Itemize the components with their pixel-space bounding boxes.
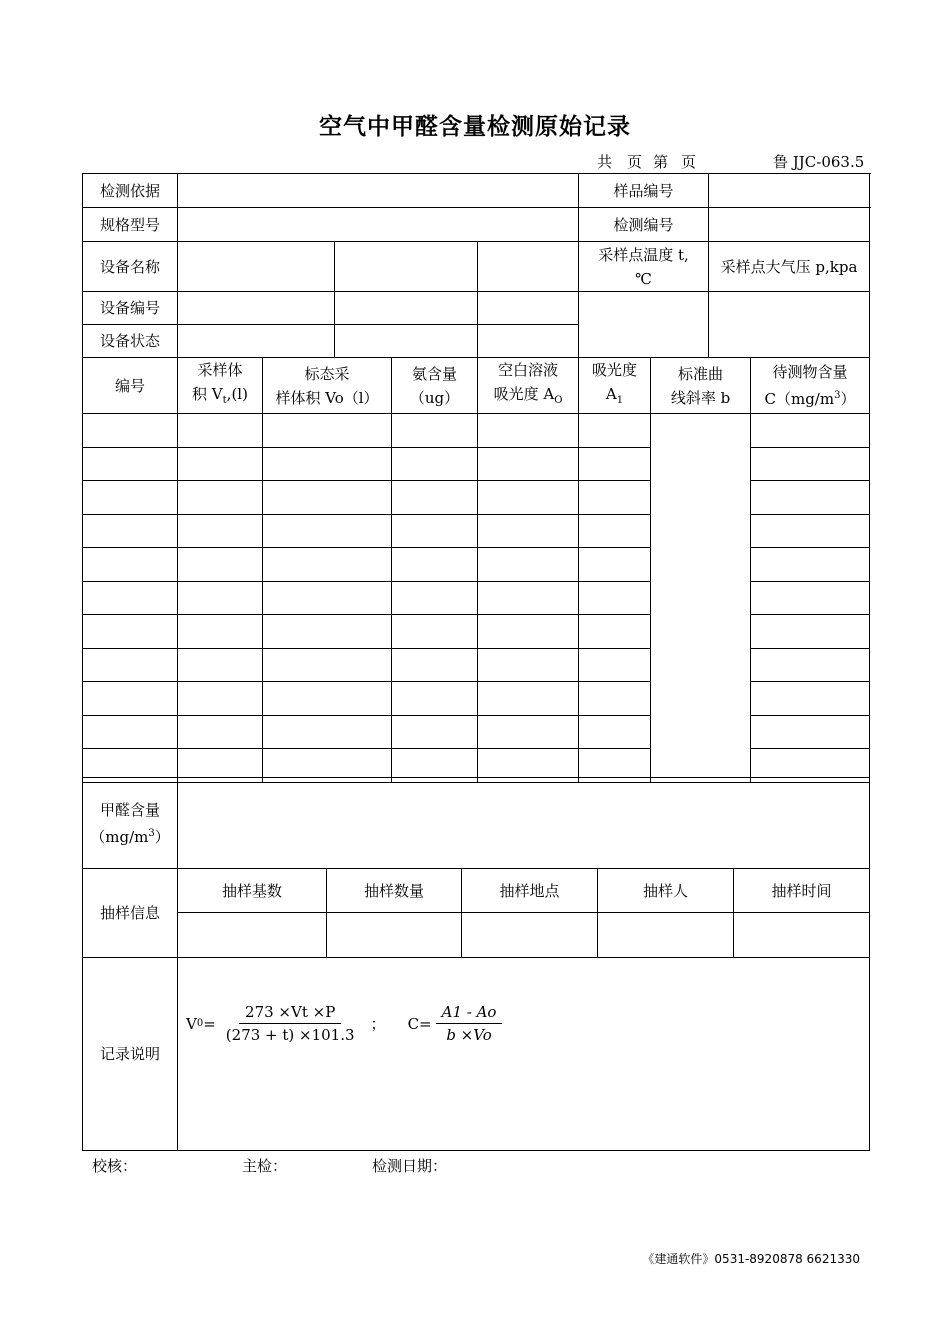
device-name-label: 设备名称 — [83, 242, 178, 292]
sampling-header-quantity: 抽样数量 — [327, 869, 462, 913]
col7-line2: 线斜率 b — [670, 388, 731, 407]
v0-eq: = — [203, 1014, 216, 1033]
table-row — [83, 648, 870, 682]
header-info-table — [82, 173, 870, 358]
col4-line1: 氨含量 — [411, 364, 457, 383]
col8-close: ） — [840, 390, 856, 408]
table-cell[interactable] — [263, 514, 392, 548]
form-code: 鲁 JJC-063.5 — [773, 153, 865, 171]
table-cell[interactable] — [579, 648, 651, 682]
table-cell[interactable] — [83, 648, 178, 682]
col2-unit: ,(l) — [226, 385, 248, 403]
device-no-value-2[interactable] — [335, 292, 478, 325]
table-cell[interactable] — [392, 481, 478, 515]
col-id-header: 编号 — [83, 358, 178, 414]
col8-sup: 3 — [834, 390, 841, 401]
slope-merged-cell[interactable] — [651, 414, 751, 783]
temp-header — [579, 242, 709, 292]
table-cell[interactable] — [478, 414, 579, 448]
sampling-header-time: 抽样时间 — [734, 869, 870, 913]
sampling-person-value[interactable] — [598, 913, 734, 958]
col2-line2 — [178, 382, 262, 413]
col6-sub: 1 — [616, 395, 624, 406]
table-cell[interactable] — [751, 615, 870, 649]
sampling-quantity-value[interactable] — [327, 913, 462, 958]
c-fraction — [436, 1003, 503, 1044]
col2-sub: t — [222, 395, 227, 406]
table-cell[interactable] — [392, 682, 478, 716]
table-cell[interactable] — [178, 648, 263, 682]
device-name-value-3[interactable] — [478, 242, 579, 292]
table-row — [83, 514, 870, 548]
table-cell[interactable] — [478, 447, 579, 481]
test-no-value[interactable] — [709, 208, 870, 242]
footer-test-date: 检测日期： — [372, 1157, 448, 1175]
table-cell[interactable] — [579, 514, 651, 548]
table-cell[interactable] — [478, 514, 579, 548]
table-cell[interactable] — [263, 648, 392, 682]
c-lhs: C= — [407, 1014, 432, 1033]
col3-line1: 标态采 — [304, 364, 350, 383]
table-cell[interactable] — [751, 447, 870, 481]
table-cell[interactable] — [579, 414, 651, 448]
sampling-header-location: 抽样地点 — [462, 869, 598, 913]
table-cell[interactable] — [579, 481, 651, 515]
table-cell[interactable] — [392, 514, 478, 548]
table-cell[interactable] — [392, 581, 478, 615]
basis-label: 检测依据 — [83, 174, 178, 208]
col-content-header — [392, 358, 478, 414]
col8-main: C（mg/m — [764, 390, 835, 408]
sample-no-label: 样品编号 — [579, 174, 709, 208]
c-denominator: b ×Vo — [446, 1026, 492, 1044]
table-cell[interactable] — [579, 682, 651, 716]
notes-area[interactable] — [178, 958, 870, 1151]
table-cell[interactable] — [83, 682, 178, 716]
table-cell[interactable] — [83, 514, 178, 548]
formaldehyde-line1: 甲醛含量 — [99, 800, 160, 819]
col-absorbance-header — [579, 358, 651, 414]
formaldehyde-label — [83, 778, 178, 869]
table-cell[interactable] — [83, 581, 178, 615]
measurement-table — [82, 357, 870, 783]
temp-value[interactable] — [579, 292, 709, 358]
table-cell[interactable] — [83, 615, 178, 649]
formula-separator: ； — [370, 1015, 386, 1033]
col5-line2 — [478, 382, 578, 413]
temp-unit: ℃ — [635, 269, 652, 288]
v0-fraction — [220, 1003, 361, 1044]
table-cell[interactable] — [178, 447, 263, 481]
formula-block — [186, 1003, 506, 1044]
formaldehyde-close: ） — [154, 827, 170, 846]
col-blank-absorbance-header — [478, 358, 579, 414]
col5-line1: 空白溶液 — [497, 361, 558, 379]
table-cell[interactable] — [83, 414, 178, 448]
col2-main: 积 V — [192, 385, 223, 403]
table-cell[interactable] — [751, 414, 870, 448]
table-cell[interactable] — [478, 715, 579, 749]
table-cell[interactable] — [751, 715, 870, 749]
table-cell[interactable] — [263, 447, 392, 481]
table-cell[interactable] — [178, 581, 263, 615]
v0-lhs: V — [186, 1014, 197, 1033]
table-cell[interactable] — [751, 548, 870, 582]
v0-numerator: 273 ×Vt ×P — [239, 1003, 341, 1024]
table-cell[interactable] — [751, 581, 870, 615]
table-cell[interactable] — [178, 682, 263, 716]
v0-sub: 0 — [196, 1018, 204, 1029]
formaldehyde-line2 — [83, 822, 177, 849]
sampling-base-value[interactable] — [178, 913, 327, 958]
table-cell[interactable] — [263, 615, 392, 649]
footer-check: 校核： — [92, 1157, 138, 1175]
table-cell[interactable] — [178, 548, 263, 582]
page-unit-label-2: 页 — [681, 153, 697, 171]
table-cell[interactable] — [751, 682, 870, 716]
table-cell[interactable] — [478, 615, 579, 649]
sampling-header-base: 抽样基数 — [178, 869, 327, 913]
sample-no-value[interactable] — [709, 174, 870, 208]
col-slope-header — [651, 358, 751, 414]
col8-line1: 待测物含量 — [772, 363, 848, 381]
table-cell[interactable] — [478, 548, 579, 582]
table-row — [83, 447, 870, 481]
col7-line1: 标准曲 — [677, 364, 723, 383]
page-nth-label: 第 — [653, 153, 669, 171]
table-cell[interactable] — [263, 548, 392, 582]
footer-main-inspector: 主检： — [242, 1157, 288, 1175]
software-credit: 《建通软件》0531-8920878 6621330 — [642, 1252, 860, 1266]
table-row — [83, 615, 870, 649]
col3-line2: 样体积 Vo（l） — [275, 388, 379, 407]
table-row — [83, 548, 870, 582]
table-cell[interactable] — [478, 481, 579, 515]
formaldehyde-sup: 3 — [148, 827, 155, 839]
device-name-value-2[interactable] — [335, 242, 478, 292]
table-cell[interactable] — [83, 715, 178, 749]
device-no-label: 设备编号 — [83, 292, 178, 325]
table-cell[interactable] — [392, 548, 478, 582]
table-cell[interactable] — [751, 514, 870, 548]
summary-table — [82, 777, 870, 1151]
table-cell[interactable] — [263, 414, 392, 448]
table-cell[interactable] — [751, 481, 870, 515]
table-cell[interactable] — [178, 514, 263, 548]
table-row — [83, 481, 870, 515]
sampling-header-person: 抽样人 — [598, 869, 734, 913]
table-cell[interactable] — [478, 682, 579, 716]
measurement-header-row — [83, 358, 870, 414]
device-no-value-3[interactable] — [478, 292, 579, 325]
table-cell[interactable] — [263, 715, 392, 749]
sampling-location-value[interactable] — [462, 913, 598, 958]
col6-main: A — [605, 385, 617, 403]
temp-label: 采样点温度 t, — [598, 245, 689, 264]
table-cell[interactable] — [392, 648, 478, 682]
col-concentration-header — [751, 358, 870, 414]
table-cell[interactable] — [478, 581, 579, 615]
col6-line2 — [579, 382, 650, 413]
pressure-value[interactable] — [709, 292, 870, 358]
col-std-volume-header — [263, 358, 392, 414]
col-sample-volume-header — [178, 358, 263, 414]
page-unit-label: 页 — [627, 153, 643, 171]
sampling-label: 抽样信息 — [83, 869, 178, 958]
table-row — [83, 581, 870, 615]
table-cell[interactable] — [751, 648, 870, 682]
table-cell[interactable] — [392, 447, 478, 481]
table-cell[interactable] — [263, 682, 392, 716]
table-cell[interactable] — [83, 548, 178, 582]
v0-denominator: (273 + t) ×101.3 — [225, 1026, 355, 1044]
table-cell[interactable] — [579, 548, 651, 582]
table-cell[interactable] — [579, 615, 651, 649]
c-numerator: A1 - Ao — [436, 1003, 503, 1024]
table-row — [83, 715, 870, 749]
col2-line1: 采样体 — [197, 361, 243, 379]
test-no-label: 检测编号 — [579, 208, 709, 242]
device-status-label: 设备状态 — [83, 325, 178, 358]
table-cell[interactable] — [178, 414, 263, 448]
spec-model-label: 规格型号 — [83, 208, 178, 242]
col5-main: 吸光度 A — [493, 385, 555, 403]
device-status-value-2[interactable] — [335, 325, 478, 358]
page-total-label: 共 — [597, 153, 613, 171]
sampling-time-value[interactable] — [734, 913, 870, 958]
device-name-value-1[interactable] — [178, 242, 335, 292]
table-cell[interactable] — [579, 447, 651, 481]
table-row — [83, 682, 870, 716]
table-cell[interactable] — [83, 447, 178, 481]
table-cell[interactable] — [178, 481, 263, 515]
table-cell[interactable] — [579, 581, 651, 615]
table-cell[interactable] — [579, 715, 651, 749]
table-cell[interactable] — [392, 715, 478, 749]
notes-label: 记录说明 — [83, 958, 178, 1151]
page-title: 空气中甲醛含量检测原始记录 — [319, 114, 631, 140]
col4-line2: （ug） — [409, 388, 460, 407]
table-row — [83, 414, 870, 448]
spec-model-value[interactable] — [178, 208, 579, 242]
pressure-header: 采样点大气压 p,kpa — [709, 242, 870, 292]
device-status-value-1[interactable] — [178, 325, 335, 358]
col6-line1: 吸光度 — [591, 361, 637, 379]
table-cell[interactable] — [178, 615, 263, 649]
table-cell[interactable] — [392, 414, 478, 448]
table-cell[interactable] — [83, 481, 178, 515]
table-cell[interactable] — [263, 581, 392, 615]
col8-line2 — [751, 384, 869, 411]
formaldehyde-unit: （mg/m — [90, 827, 149, 846]
formaldehyde-value[interactable] — [178, 778, 870, 869]
table-cell[interactable] — [178, 715, 263, 749]
device-status-value-3[interactable] — [478, 325, 579, 358]
table-cell[interactable] — [392, 615, 478, 649]
table-cell[interactable] — [263, 481, 392, 515]
table-cell[interactable] — [478, 648, 579, 682]
basis-value[interactable] — [178, 174, 579, 208]
col5-sub: O — [554, 395, 563, 406]
device-no-value-1[interactable] — [178, 292, 335, 325]
